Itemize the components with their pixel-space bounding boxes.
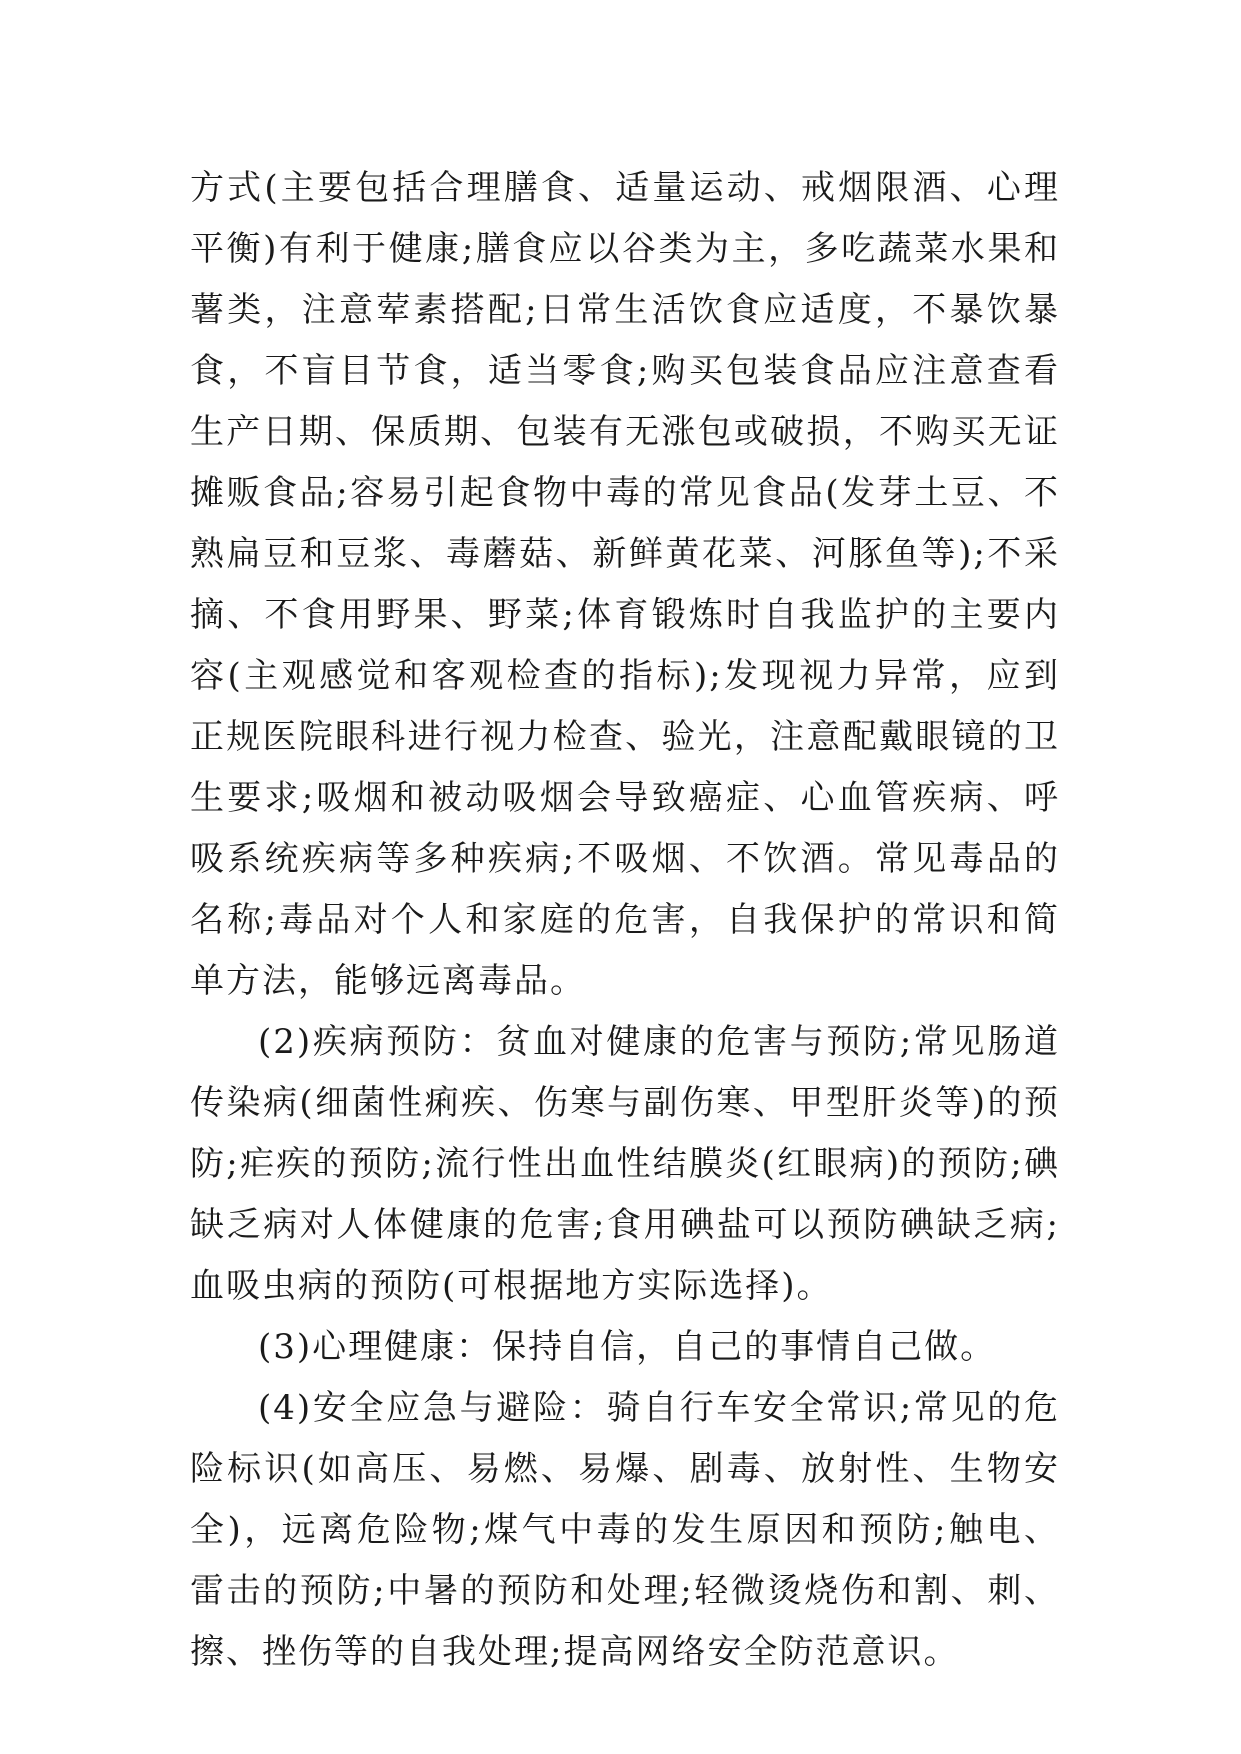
paragraph-safety-emergency: (4)安全应急与避险：骑自行车安全常识;常见的危险标识(如高压、易燃、易爆、剧毒、放射性、生物安全)，远离危险物;煤气中毒的发生原因和预防;触电、雷击的预防;中暑的预防和处理;轻微烫烧伤和割、刺、擦、挫伤等的自我处理;提高网络安全防范意识。 [190, 1388, 1060, 1672]
document-body [190, 158, 1060, 1683]
paragraph-healthy-lifestyle: 方式(主要包括合理膳食、适量运动、戒烟限酒、心理平衡)有利于健康;膳食应以谷类为主，多吃蔬菜水果和薯类，注意荤素搭配;日常生活饮食应适度，不暴饮暴食，不盲目节食，适当零食;购买包装食品应注意查看生产日期、保质期、包装有无涨包或破损，不购买无证摊贩食品;容易引起食物中毒的常见食品(发芽土豆、不熟扁豆和豆浆、毒蘑菇、新鲜黄花菜、河豚鱼等);不采摘、不食用野果、野菜;体育锻炼时自我监护的主要内容(主观感觉和客观检查的指标);发现视力异常，应到正规医院眼科进行视力检查、验光，注意配戴眼镜的卫生要求;吸烟和被动吸烟会导致癌症、心血管疾病、呼吸系统疾病等多种疾病;不吸烟、不饮酒。常见毒品的名称;毒品对个人和家庭的危害，自我保护的常识和简单方法，能够远离毒品。 [190, 168, 1060, 1001]
paragraph-disease-prevention: (2)疾病预防：贫血对健康的危害与预防;常见肠道传染病(细菌性痢疾、伤寒与副伤寒、甲型肝炎等)的预防;疟疾的预防;流行性出血性结膜炎(红眼病)的预防;碘缺乏病对人体健康的危害;食用碘盐可以预防碘缺乏病;血吸虫病的预防(可根据地方实际选择)。 [190, 1022, 1060, 1306]
paragraph-mental-health: (3)心理健康：保持自信，自己的事情自己做。 [258, 1327, 997, 1367]
